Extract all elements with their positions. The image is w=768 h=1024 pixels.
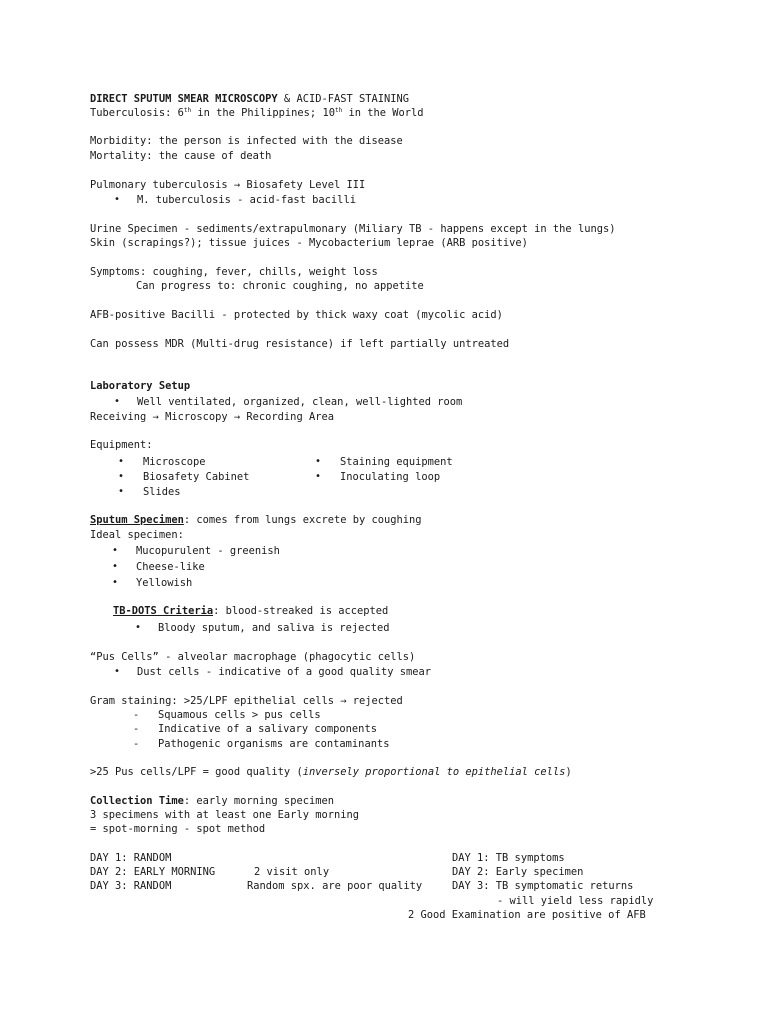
urine-line: Urine Specimen - sediments/extrapulmonary (Miliary TB - happens except in the lungs) bbox=[90, 223, 616, 235]
sputum-heading-line: Sputum Specimen: comes from lungs excrete by coughing bbox=[90, 514, 422, 526]
collection-note: 2 Good Examination are positive of AFB bbox=[408, 909, 646, 921]
ideal-specimen-label: Ideal specimen: bbox=[90, 529, 184, 541]
day-right: DAY 3: TB symptomatic returns bbox=[452, 880, 634, 892]
day-left: DAY 1: RANDOM bbox=[90, 852, 172, 864]
pulmonary-bullet-text: M. tuberculosis - acid-fast bacilli bbox=[137, 194, 356, 206]
tbdots-heading: TB-DOTS Criteria bbox=[113, 605, 214, 617]
pus-bullet-text: Dust cells - indicative of a good quality smear bbox=[137, 666, 432, 678]
tbdots-line: TB-DOTS Criteria: blood-streaked is accepted bbox=[113, 605, 389, 617]
gram-item: Indicative of a salivary components bbox=[158, 723, 377, 735]
title-bold-part: DIRECT SPUTUM SMEAR MICROSCOPY bbox=[90, 93, 278, 105]
equipment-label: Equipment: bbox=[90, 439, 153, 451]
dash-icon: - bbox=[133, 709, 140, 721]
title-rest: & ACID-FAST STAINING bbox=[277, 93, 410, 105]
day-right: DAY 1: TB symptoms bbox=[452, 852, 565, 864]
tb-ranking-line: Tuberculosis: 6th in the Philippines; 10th in the World bbox=[90, 107, 424, 119]
collection-heading-line: Collection Time: early morning specimen bbox=[90, 795, 334, 807]
progress-line: Can progress to: chronic coughing, no appetite bbox=[136, 280, 424, 292]
collection-heading: Collection Time bbox=[90, 795, 184, 807]
collection-note: - will yield less rapidly bbox=[497, 895, 654, 907]
bullet-icon: • bbox=[112, 545, 119, 556]
day-left: DAY 3: RANDOM bbox=[90, 880, 172, 892]
pulmonary-line: Pulmonary tuberculosis → Biosafety Level III bbox=[90, 179, 366, 191]
skin-line: Skin (scrapings?); tissue juices - Mycobacterium leprae (ARB positive) bbox=[90, 237, 528, 249]
equipment-item: Slides bbox=[143, 486, 181, 498]
equipment-item: Inoculating loop bbox=[340, 471, 441, 483]
gram-item: Squamous cells > pus cells bbox=[158, 709, 321, 721]
day-right: DAY 2: Early specimen bbox=[452, 866, 584, 878]
lab-flow-line: Receiving → Microscopy → Recording Area bbox=[90, 411, 334, 423]
equipment-item: Staining equipment bbox=[340, 456, 453, 468]
bullet-icon: • bbox=[112, 561, 119, 572]
bullet-icon: • bbox=[114, 194, 121, 205]
bullet-icon: • bbox=[114, 666, 121, 677]
dash-icon: - bbox=[133, 723, 140, 735]
gram-item: Pathogenic organisms are contaminants bbox=[158, 738, 390, 750]
equipment-item: Microscope bbox=[143, 456, 206, 468]
bullet-icon: • bbox=[118, 486, 125, 497]
dash-icon: - bbox=[133, 738, 140, 750]
collection-line: = spot-morning - spot method bbox=[90, 823, 266, 835]
day-mid: 2 visit only bbox=[254, 866, 330, 878]
symptoms-line: Symptoms: coughing, fever, chills, weight loss bbox=[90, 266, 378, 278]
collection-line: 3 specimens with at least one Early morning bbox=[90, 809, 359, 821]
ideal-item: Mucopurulent - greenish bbox=[136, 545, 280, 557]
ideal-item: Yellowish bbox=[136, 577, 193, 589]
quality-line: >25 Pus cells/LPF = good quality (inversely proportional to epithelial cells) bbox=[90, 766, 572, 778]
gram-staining-line: Gram staining: >25/LPF epithelial cells → rejected bbox=[90, 695, 403, 707]
equipment-item: Biosafety Cabinet bbox=[143, 471, 250, 483]
morbidity-line: Morbidity: the person is infected with the disease bbox=[90, 135, 403, 147]
pus-cells-line: “Pus Cells” - alveolar macrophage (phagocytic cells) bbox=[90, 651, 416, 663]
tbdots-bullet-text: Bloody sputum, and saliva is rejected bbox=[158, 622, 390, 634]
day-left: DAY 2: EARLY MORNING bbox=[90, 866, 216, 878]
ideal-item: Cheese-like bbox=[136, 561, 205, 573]
lab-setup-bullet-text: Well ventilated, organized, clean, well-lighted room bbox=[137, 396, 463, 408]
bullet-icon: • bbox=[114, 396, 121, 407]
document-title bbox=[90, 92, 409, 106]
bullet-icon: • bbox=[315, 456, 322, 467]
afb-line: AFB-positive Bacilli - protected by thick waxy coat (mycolic acid) bbox=[90, 309, 503, 321]
mdr-line: Can possess MDR (Multi-drug resistance) if left partially untreated bbox=[90, 338, 510, 350]
bullet-icon: • bbox=[112, 577, 119, 588]
lab-setup-heading: Laboratory Setup bbox=[90, 380, 191, 392]
mortality-line: Mortality: the cause of death bbox=[90, 150, 272, 162]
bullet-icon: • bbox=[135, 622, 142, 633]
sputum-heading: Sputum Specimen bbox=[90, 514, 184, 526]
bullet-icon: • bbox=[315, 471, 322, 482]
day-mid: Random spx. are poor quality bbox=[247, 880, 423, 892]
bullet-icon: • bbox=[118, 456, 125, 467]
bullet-icon: • bbox=[118, 471, 125, 482]
